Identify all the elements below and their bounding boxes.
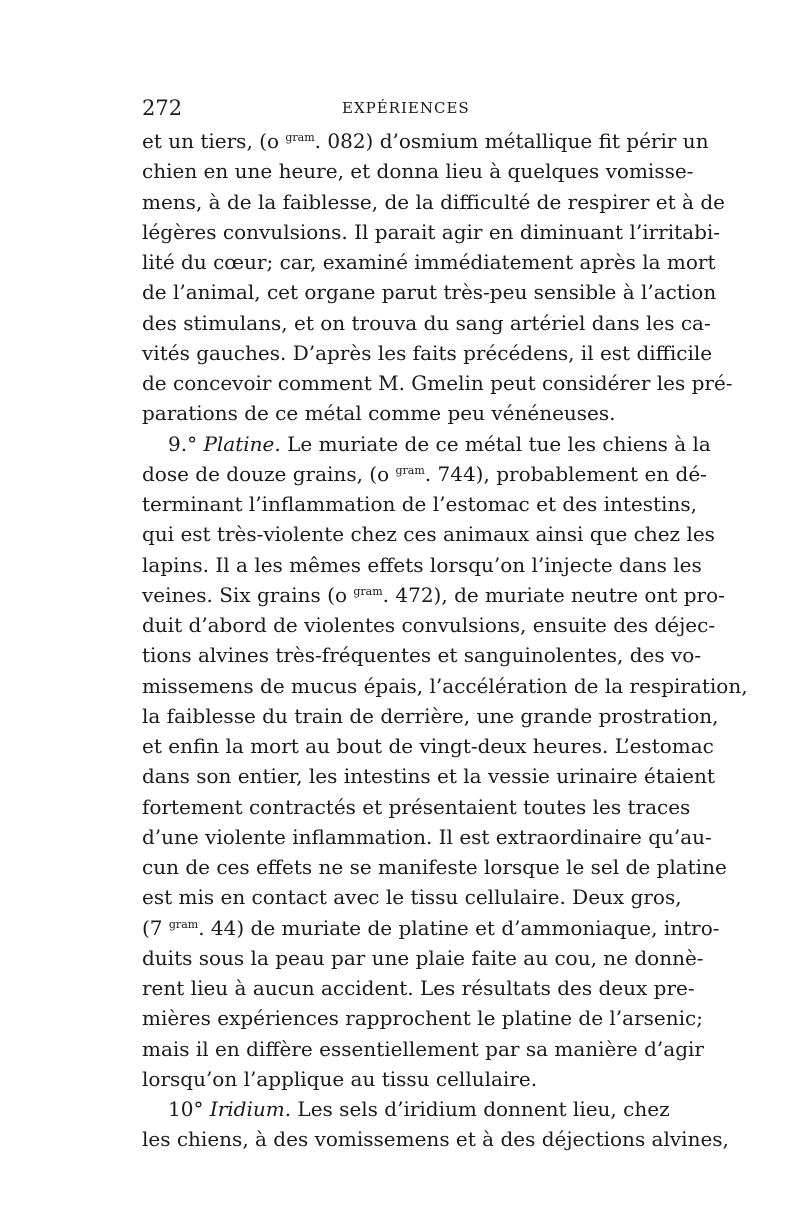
text-line: lorsqu’on l’applique au tissu cellulaire.: [142, 1066, 538, 1091]
running-head: [142, 96, 662, 126]
text-line: et un tiers, (o $^{gram}$. 082) d’osmium métallique fit périr un: [142, 129, 709, 153]
body-text: [142, 126, 748, 1155]
text-line: mières expériences rapprochent le platine de l’arsenic;: [142, 1006, 703, 1031]
text-line: duit d’abord de violentes convulsions, ensuite des déjec-: [142, 613, 716, 637]
section-heading-iridium: Iridium.: [209, 1097, 292, 1121]
text-line: et enfin la mort au bout de vingt-deux heures. L’estomac: [142, 734, 714, 758]
text-line: d’une violente inflammation. Il est extraordinaire qu’au-: [142, 824, 712, 849]
text-line: de concevoir comment M. Gmelin peut considérer les pré-: [142, 371, 733, 395]
text-line: de l’animal, cet organe parut très-peu sensible à l’action: [142, 280, 717, 305]
text-line: vités gauches. D’après les faits précédens, il est difficile: [142, 340, 713, 365]
text-line: des stimulans, et on trouva du sang artériel dans les ca-: [142, 310, 711, 335]
text-line: rent lieu à aucun accident. Les résultats des deux pre-: [142, 976, 695, 1000]
text-line: qui est très-violente chez ces animaux ainsi que chez les: [142, 522, 715, 547]
text-line: la faiblesse du train de derrière, une grande prostration,: [142, 703, 719, 728]
section-heading-platine: Platine.: [203, 431, 281, 456]
text-line: légères convulsions. Il parait agir en diminuant l’irritabi-: [142, 219, 721, 244]
text-line: mens, à de la faiblesse, de la difficulté de respirer et à de: [142, 189, 725, 214]
text-line: fortement contractés et présentaient toutes les traces: [142, 794, 691, 819]
text-line: chien en une heure, et donna lieu à quelques vomisse-: [142, 159, 694, 184]
text-line: est mis en contact avec le tissu cellulaire. Deux gros,: [142, 885, 682, 910]
text-line: parations de ce métal comme peu vénéneuses.: [142, 401, 616, 426]
text-line: dans son entier, les intestins et la vessie urinaire étaient: [142, 764, 715, 789]
page-number: 272: [142, 96, 183, 120]
text-line: lité du cœur; car, examiné immédiatement après la mort: [142, 250, 716, 274]
text-line: cun de ces effets ne se manifeste lorsque le sel de platine: [142, 855, 727, 879]
text-line: mais il en diffère essentiellement par sa manière d’agir: [142, 1036, 704, 1061]
text-line: 10° Iridium. Les sels d’iridium donnent lieu, chez: [168, 1097, 670, 1121]
text-line: tions alvines très-fréquentes et sanguinolentes, des vo-: [142, 643, 702, 668]
text-line: (7 $^{gram}$. 44) de muriate de platine et d’ammoniaque, intro-: [142, 915, 720, 940]
text-line: veines. Six grains (o $^{gram}$. 472), de muriate neutre ont pro-: [142, 582, 725, 607]
running-title: EXPÉRIENCES: [342, 99, 470, 117]
text-line: terminant l’inflammation de l’estomac et des intestins,: [142, 492, 697, 516]
text-line: les chiens, à des vomissemens et à des déjections alvines,: [142, 1127, 729, 1152]
text-line: 9.° Platine. Le muriate de ce métal tue les chiens à la: [168, 431, 711, 456]
text-line: duits sous la peau par une plaie faite au cou, ne donnè-: [142, 945, 704, 970]
text-line: lapins. Il a les mêmes effets lorsqu’on l’injecte dans les: [142, 552, 702, 577]
text-line: missemens de mucus épais, l’accélération de la respiration,: [142, 673, 748, 698]
text-line: dose de douze grains, (o $^{gram}$. 744), probablement en dé-: [142, 461, 707, 486]
